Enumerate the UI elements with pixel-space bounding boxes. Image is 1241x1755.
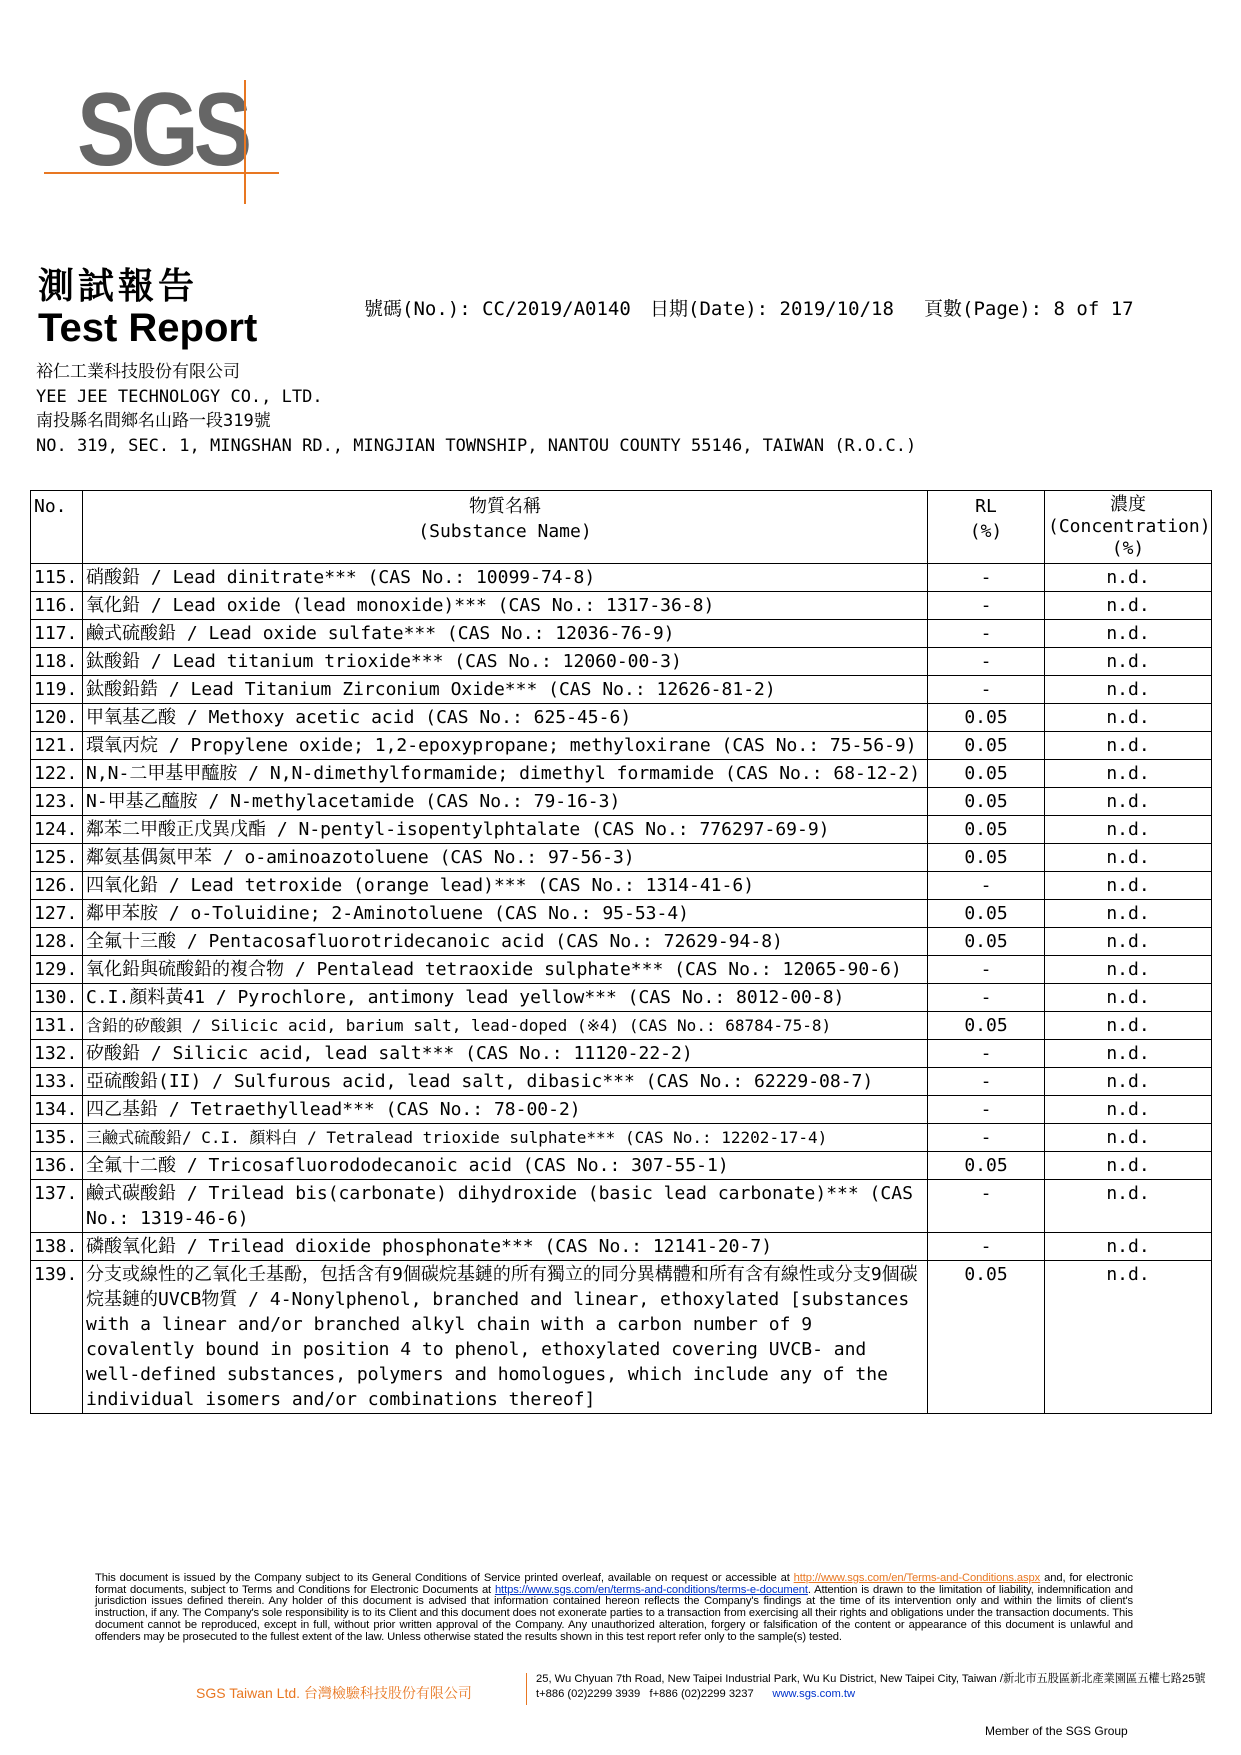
- row-concentration: n.d.: [1045, 956, 1212, 984]
- row-number: 124.: [31, 816, 83, 844]
- header-substance-name-cn: 物質名稱: [469, 496, 541, 517]
- header-rl: [928, 491, 1045, 564]
- row-number: 138.: [31, 1233, 83, 1261]
- row-number: 117.: [31, 620, 83, 648]
- row-number: 127.: [31, 900, 83, 928]
- row-substance-name: 矽酸鉛 / Silicic acid, lead salt*** (CAS No.: 11120-22-2): [83, 1040, 928, 1068]
- table-row: [31, 564, 1212, 592]
- row-substance-name: N,N-二甲基甲醯胺 / N,N-dimethylformamide; dimethyl formamide (CAS No.: 68-12-2): [83, 760, 928, 788]
- table-row: [31, 592, 1212, 620]
- table-body: [31, 564, 1212, 1414]
- header-conc-unit: (%): [1111, 538, 1145, 559]
- row-substance-name: 磷酸氧化鉛 / Trilead dioxide phosphonate*** (CAS No.: 12141-20-7): [83, 1233, 928, 1261]
- row-substance-name: 氧化鉛 / Lead oxide (lead monoxide)*** (CAS No.: 1317-36-8): [83, 592, 928, 620]
- report-page: 頁數(Page): 8 of 17: [924, 298, 1134, 320]
- table-header-row: [31, 491, 1212, 564]
- row-rl: 0.05: [928, 732, 1045, 760]
- row-concentration: n.d.: [1045, 648, 1212, 676]
- header-substance-name-en: (Substance Name): [418, 521, 592, 542]
- row-number: 125.: [31, 844, 83, 872]
- footer-divider: [526, 1673, 527, 1705]
- footer-fax: f+886 (02)2299 3237: [649, 1688, 754, 1700]
- row-substance-name: 分支或線性的乙氧化壬基酚，包括含有9個碳烷基鏈的所有獨立的同分異構體和所有含有線性或分支9個碳烷基鏈的UVCB物質 / 4-Nonylphenol, branched and linear, ethoxylated [substances with a linear and/or branched alkyl chain with a carbon number of 9 covalently bound in position 4 to phenol, ethoxylated covering UVCB- and well-defined substances, polymers and homologues, which include any of the individual isomers and/or combinations thereof]: [83, 1261, 928, 1414]
- row-number: 133.: [31, 1068, 83, 1096]
- footer-website[interactable]: www.sgs.com.tw: [772, 1688, 856, 1700]
- header-conc-cn: 濃度: [1110, 494, 1146, 515]
- row-rl: 0.05: [928, 928, 1045, 956]
- row-concentration: n.d.: [1045, 1233, 1212, 1261]
- row-substance-name: 硝酸鉛 / Lead dinitrate*** (CAS No.: 10099-74-8): [83, 564, 928, 592]
- row-substance-name: 甲氧基乙酸 / Methoxy acetic acid (CAS No.: 625-45-6): [83, 704, 928, 732]
- row-concentration: n.d.: [1045, 592, 1212, 620]
- row-substance-name: 全氟十三酸 / Pentacosafluorotridecanoic acid (CAS No.: 72629-94-8): [83, 928, 928, 956]
- header-rl-label: RL: [975, 496, 997, 517]
- footer-contact: [536, 1687, 1206, 1702]
- row-substance-name: 鄰甲苯胺 / o-Toluidine; 2-Aminotoluene (CAS No.: 95-53-4): [83, 900, 928, 928]
- row-number: 118.: [31, 648, 83, 676]
- row-substance-name: 鄰氨基偶氮甲苯 / o-aminoazotoluene (CAS No.: 97-56-3): [83, 844, 928, 872]
- row-rl: -: [928, 592, 1045, 620]
- row-rl: -: [928, 1233, 1045, 1261]
- row-concentration: n.d.: [1045, 1068, 1212, 1096]
- svg-text:SGS: SGS: [77, 80, 250, 188]
- row-substance-name: C.I.顏料黃41 / Pyrochlore, antimony lead yellow*** (CAS No.: 8012-00-8): [83, 984, 928, 1012]
- row-concentration: n.d.: [1045, 704, 1212, 732]
- client-name-en: YEE JEE TECHNOLOGY CO., LTD.: [36, 386, 323, 407]
- row-number: 121.: [31, 732, 83, 760]
- row-substance-name: 四氧化鉛 / Lead tetroxide (orange lead)*** (CAS No.: 1314-41-6): [83, 872, 928, 900]
- row-substance-name: 環氧丙烷 / Propylene oxide; 1,2-epoxypropane; methyloxirane (CAS No.: 75-56-9): [83, 732, 928, 760]
- row-concentration: n.d.: [1045, 732, 1212, 760]
- row-concentration: n.d.: [1045, 1124, 1212, 1152]
- row-number: 137.: [31, 1180, 83, 1233]
- row-concentration: n.d.: [1045, 816, 1212, 844]
- table-row: [31, 1040, 1212, 1068]
- row-number: 134.: [31, 1096, 83, 1124]
- row-substance-name: 鈦酸鉛 / Lead titanium trioxide*** (CAS No.: 12060-00-3): [83, 648, 928, 676]
- row-rl: 0.05: [928, 844, 1045, 872]
- sgs-taiwan-company: SGS Taiwan Ltd. 台灣檢驗科技股份有限公司: [196, 1685, 472, 1701]
- terms-link[interactable]: http://www.sgs.com/en/Terms-and-Conditions.aspx: [793, 1572, 1041, 1584]
- row-number: 122.: [31, 760, 83, 788]
- table-row: [31, 760, 1212, 788]
- row-concentration: n.d.: [1045, 1040, 1212, 1068]
- row-substance-name: 鄰苯二甲酸正戊異戊酯 / N-pentyl-isopentylphtalate (CAS No.: 776297-69-9): [83, 816, 928, 844]
- row-substance-name: 全氟十二酸 / Tricosafluorododecanoic acid (CAS No.: 307-55-1): [83, 1152, 928, 1180]
- table-row: [31, 1180, 1212, 1233]
- report-date: 日期(Date): 2019/10/18: [650, 298, 894, 320]
- table-row: [31, 900, 1212, 928]
- client-info: [36, 360, 916, 458]
- row-rl: -: [928, 564, 1045, 592]
- row-concentration: n.d.: [1045, 900, 1212, 928]
- footer-address: 25, Wu Chyuan 7th Road, New Taipei Industrial Park, Wu Ku District, New Taipei City, Taiwan /新北市五股區新北產業園區五權七路25號: [536, 1673, 1206, 1685]
- table-row: [31, 620, 1212, 648]
- row-rl: 0.05: [928, 788, 1045, 816]
- client-address-en: NO. 319, SEC. 1, MINGSHAN RD., MINGJIAN TOWNSHIP, NANTOU COUNTY 55146, TAIWAN (R.O.C.): [36, 435, 917, 456]
- e-document-terms-link[interactable]: https://www.sgs.com/en/terms-and-conditions/terms-e-document: [494, 1583, 808, 1596]
- row-substance-name: 鹼式硫酸鉛 / Lead oxide sulfate*** (CAS No.: 12036-76-9): [83, 620, 928, 648]
- row-number: 132.: [31, 1040, 83, 1068]
- header-conc-en: (Concentration): [1048, 516, 1211, 537]
- row-concentration: n.d.: [1045, 1096, 1212, 1124]
- row-rl: -: [928, 1124, 1045, 1152]
- table-row: [31, 732, 1212, 760]
- row-rl: 0.05: [928, 816, 1045, 844]
- row-number: 123.: [31, 788, 83, 816]
- row-number: 136.: [31, 1152, 83, 1180]
- row-concentration: n.d.: [1045, 1261, 1212, 1414]
- row-substance-name: 鹼式碳酸鉛 / Trilead bis(carbonate) dihydroxide (basic lead carbonate)*** (CAS No.: 1319-46-6): [83, 1180, 928, 1233]
- footer-address-block: [536, 1672, 1206, 1702]
- report-number: 號碼(No.): CC/2019/A0140: [364, 298, 631, 320]
- table-row: [31, 1124, 1212, 1152]
- row-number: 116.: [31, 592, 83, 620]
- sgs-group-member: Member of the SGS Group: [985, 1724, 1128, 1738]
- row-concentration: n.d.: [1045, 844, 1212, 872]
- table-row: [31, 648, 1212, 676]
- table-row: [31, 676, 1212, 704]
- table-row: [31, 788, 1212, 816]
- disclaimer-part-3: . Attention is drawn to the limitation of liability, indemnification and jurisdiction issues defined therein. Any holder of this document is advised that information contained hereon reflects the Company's findings at the time of its intervention only and within the limits of client's instruction, if any. The Company's sole responsibility is to its Client and this document does not exonerate parties to a transaction from exercising all their rights and obligations under the transaction documents. This document cannot be reproduced, except in full, without prior written approval of the Company. Any unauthorized alteration, forgery or falsification of the content or appearance of this document is unlawful and offenders may be prosecuted to the fullest extent of the law. Unless otherwise stated the results shown in this test report refer only to the sample(s) tested.: [95, 1583, 1133, 1643]
- header-rl-unit: (%): [969, 521, 1003, 542]
- table-row: [31, 956, 1212, 984]
- table-row: [31, 704, 1212, 732]
- row-substance-name: N-甲基乙醯胺 / N-methylacetamide (CAS No.: 79-16-3): [83, 788, 928, 816]
- table-row: [31, 1096, 1212, 1124]
- row-number: 119.: [31, 676, 83, 704]
- header-concentration: [1045, 491, 1212, 564]
- row-rl: -: [928, 872, 1045, 900]
- row-concentration: n.d.: [1045, 872, 1212, 900]
- row-rl: 0.05: [928, 1261, 1045, 1414]
- disclaimer-part-2: and, for electronic format documents, subject to Terms and Conditions for Electronic Documents at: [95, 1572, 1133, 1596]
- row-concentration: n.d.: [1045, 788, 1212, 816]
- row-number: 128.: [31, 928, 83, 956]
- row-concentration: n.d.: [1045, 564, 1212, 592]
- row-rl: -: [928, 1180, 1045, 1233]
- table-row: [31, 1233, 1212, 1261]
- row-number: 139.: [31, 1261, 83, 1414]
- table-row: [31, 844, 1212, 872]
- row-rl: 0.05: [928, 900, 1045, 928]
- row-concentration: n.d.: [1045, 1180, 1212, 1233]
- table-row: [31, 1012, 1212, 1040]
- header-no: No.: [31, 491, 83, 564]
- footer-phone: t+886 (02)2299 3939: [536, 1688, 641, 1700]
- row-concentration: n.d.: [1045, 928, 1212, 956]
- row-substance-name: 氧化鉛與硫酸鉛的複合物 / Pentalead tetraoxide sulphate*** (CAS No.: 12065-90-6): [83, 956, 928, 984]
- row-rl: -: [928, 620, 1045, 648]
- row-substance-name: 含鉛的矽酸鋇 / Silicic acid, barium salt, lead-doped (※4) (CAS No.: 68784-75-8): [83, 1012, 928, 1040]
- row-substance-name: 鈦酸鉛鋯 / Lead Titanium Zirconium Oxide*** (CAS No.: 12626-81-2): [83, 676, 928, 704]
- client-address-cn: 南投縣名間鄉名山路一段319號: [36, 411, 271, 431]
- row-number: 135.: [31, 1124, 83, 1152]
- row-number: 120.: [31, 704, 83, 732]
- table-row: [31, 984, 1212, 1012]
- table-row: [31, 1152, 1212, 1180]
- row-rl: 0.05: [928, 704, 1045, 732]
- row-rl: -: [928, 1096, 1045, 1124]
- row-rl: 0.05: [928, 1012, 1045, 1040]
- row-number: 129.: [31, 956, 83, 984]
- legal-disclaimer: [95, 1573, 1133, 1643]
- results-table: [30, 490, 1212, 1414]
- row-concentration: n.d.: [1045, 760, 1212, 788]
- table-row: [31, 872, 1212, 900]
- row-rl: -: [928, 676, 1045, 704]
- row-rl: 0.05: [928, 1152, 1045, 1180]
- row-rl: 0.05: [928, 760, 1045, 788]
- row-concentration: n.d.: [1045, 620, 1212, 648]
- row-number: 131.: [31, 1012, 83, 1040]
- row-rl: -: [928, 1040, 1045, 1068]
- report-title-en: Test Report: [38, 306, 258, 350]
- row-substance-name: 四乙基鉛 / Tetraethyllead*** (CAS No.: 78-00-2): [83, 1096, 928, 1124]
- table-row: [31, 1261, 1212, 1414]
- table-row: [31, 1068, 1212, 1096]
- row-rl: -: [928, 648, 1045, 676]
- header-substance-name: [83, 491, 928, 564]
- report-title-cn: 測試報告: [38, 265, 199, 307]
- disclaimer-part-1: This document is issued by the Company subject to its General Conditions of Service printed overleaf, available on request or accessible at: [95, 1572, 794, 1584]
- row-rl: -: [928, 956, 1045, 984]
- sgs-logo: [44, 80, 312, 206]
- row-concentration: n.d.: [1045, 676, 1212, 704]
- row-concentration: n.d.: [1045, 1012, 1212, 1040]
- row-rl: -: [928, 984, 1045, 1012]
- row-number: 130.: [31, 984, 83, 1012]
- table-row: [31, 928, 1212, 956]
- row-substance-name: 三鹼式硫酸鉛/ C.I. 顏料白 / Tetralead trioxide sulphate*** (CAS No.: 12202-17-4): [83, 1124, 928, 1152]
- row-concentration: n.d.: [1045, 1152, 1212, 1180]
- row-concentration: n.d.: [1045, 984, 1212, 1012]
- row-number: 115.: [31, 564, 83, 592]
- row-rl: -: [928, 1068, 1045, 1096]
- row-substance-name: 亞硫酸鉛(II) / Sulfurous acid, lead salt, dibasic*** (CAS No.: 62229-08-7): [83, 1068, 928, 1096]
- row-number: 126.: [31, 872, 83, 900]
- table-row: [31, 816, 1212, 844]
- client-name-cn: 裕仁工業科技股份有限公司: [36, 362, 240, 382]
